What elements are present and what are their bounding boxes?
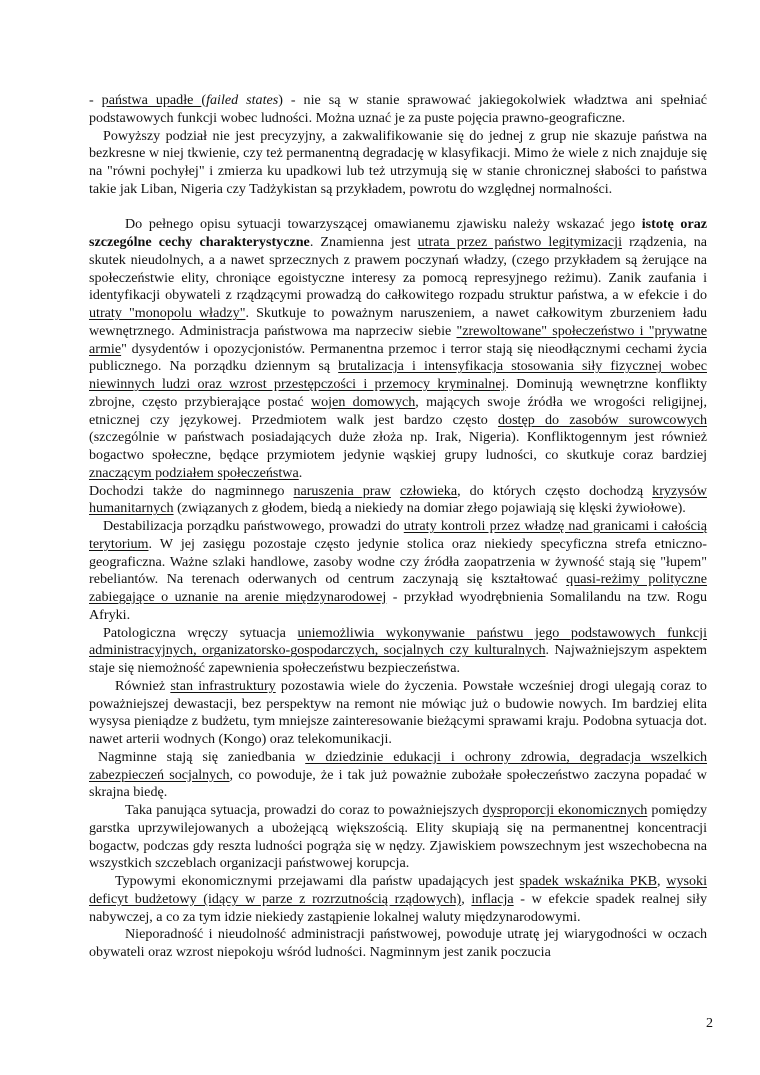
text-run: ) - nie są w stanie sprawować jakiegokolwiek władztwa ani spełniać podstawowych funkcji wobec ludności. Można uznać je za puste pojęcia prawno-geograficzne. [89, 92, 707, 126]
underlined-text: utraty "monopolu władzy" [89, 305, 246, 321]
text-run: Nieporadność i nieudolność administracji państwowej, powoduje utratę jej wiarygodności w oczach obywateli oraz wzrost niepokoju wśród ludności. Nagminnym jest zanik poczucia [89, 926, 707, 960]
underlined-text: "zrewoltowane" społeczeństwo i "prywatne armie [89, 322, 707, 357]
text-run: pozostawia wiele do życzenia. Powstałe wcześniej drogi ulegają coraz to poważniejszej dewastacji, bez perspektyw na remont nie mówiąc już o budowie nowych. Im bardziej elita wysysa pieniądze z budżetu, tym mniejsze zainteresowanie bieżącymi sprawami kraju. Podobna sytuacja dot. nawet arterii wodnych (Kongo) oraz telekomunikacji. [89, 677, 707, 747]
underlined-text: dysproporcji ekonomicznych [482, 802, 648, 818]
underlined-text: kryzysów humanitarnych [89, 482, 707, 517]
underlined-text: znaczącym podziałem społeczeństwa [89, 464, 299, 481]
underlined-text: dostęp do zasobów surowcowych [497, 411, 707, 428]
underlined-text: wojen domowych [310, 393, 416, 410]
text-run: Dochodzi także do nagminnego [89, 482, 294, 499]
text-run: Taka panująca sytuacja, prowadzi do coraz to poważniejszych [125, 802, 483, 818]
text-run: - przykład wyodrębnienia Somalilandu na tzw. Rogu Afryki. [89, 589, 707, 623]
underlined-text: człowieka [399, 482, 458, 499]
underlined-text: spadek wskaźnika PKB [519, 873, 658, 889]
text-run: Destabilizacja porządku państwowego, prowadzi do [103, 518, 404, 534]
text-run: rządzenia, na skutek nieudolnych, a a nawet sprzecznych z prawem poczynań władzy, (czego przykładem są żerujące na społeczeństwie elity, chroniące egoistyczne interesy za pomocą represyjnego reżimu). Zanik zaufania i identyfikacji obywateli z rządzącymi prowadzą do całkowitego rozpadu struktur państwa, a w efekcie i do [89, 234, 708, 304]
text-run: , do których często dochodzą [457, 482, 653, 499]
paragraph [89, 802, 707, 873]
underlined-text: uniemożliwia wykonywanie państwu jego podstawowych funkcji administracyjnych, organizatorsko-gospodarczych, socjalnych czy kulturalnych [89, 624, 707, 659]
text-run: , mających swoje źródła we wrogości religijnej, etnicznej czy językowej. Przedmiotem walk jest bardzo często [89, 393, 707, 428]
bold-text: istotę oraz szczególne cechy charakterystyczne [89, 216, 708, 250]
text-run: , [657, 873, 667, 889]
text-run: (związanych z głodem, biedą a niekiedy na domiar złego pojawiają się klęski żywiołowe). [173, 500, 686, 517]
paragraph [89, 625, 707, 678]
paragraph [89, 92, 707, 128]
paragraph [89, 483, 707, 519]
underlined-text: brutalizacja i intensyfikacja stosowania siły fizycznej wobec niewinnych ludzi oraz wzrost przestępczości i przemocy kryminalnej [89, 358, 707, 392]
text-run: Nagminne stają się zaniedbania [98, 748, 306, 765]
text-run: . Znamienna jest [309, 234, 418, 250]
document-body [89, 92, 707, 962]
italic-text: failed states [206, 92, 279, 108]
paragraph [89, 518, 707, 625]
text-run: Patologiczna wręczy sytuacja [103, 624, 298, 641]
paragraph [89, 926, 707, 962]
page-number: 2 [705, 1015, 713, 1031]
paragraph [89, 678, 707, 749]
paragraph-spacer [89, 199, 707, 217]
text-run: ( [201, 92, 207, 108]
paragraph [89, 873, 707, 926]
text-run: . W jej zasięgu pozostaje często jedynie stolica oraz niekiedy specyficzna strefa etniczno-geograficzna. Ważne szlaki handlowe, zasoby wodne czy źródła zaopatrzenia w żywność stają się "łupem" rebeliantów. Na terenach oderwanych od centrum zaczynają się kształtować [89, 535, 707, 588]
text-run: pomiędzy garstka uprzywilejowanych a ubożejącą większością. Elity skupiają się na permanentnej koncentracji bogactw, podczas gdy reszta ludności pogrąża się w nędzy. Zjawiskiem powszechnym jest wszechobecna na wszystkich szczeblach organizacji państwowej korupcja. [89, 802, 708, 872]
text-run: Również [115, 677, 171, 694]
text-run: Do pełnego opisu sytuacji towarzyszącej omawianemu zjawisku należy wskazać jego [125, 216, 642, 233]
paragraph [89, 216, 707, 482]
text-run: , co powoduje, że i tak już poważnie zubożałe społeczeństwo zaczyna popadać w skrajna biedę. [89, 766, 707, 801]
paragraph [89, 128, 707, 199]
text-run: . Dominują wewnętrzne konflikty zbrojne, często przybierające postać [89, 376, 707, 410]
text-run: Powyższy podział nie jest precyzyjny, a zakwalifikowanie się do jednej z grup nie skazuje państwa na bezkresne w niej tkwienie, czy też permanentną degradację w klasyfikacji. Mimo że wiele z nich znajduje się na "równi pochyłej" i zmierza ku upadkowi lub też utrzymują się w stanie chronicznej słabości to państwa takie jak Liban, Nigeria czy Tadżykistan są przykładem, powrotu do względnej normalności. [89, 127, 707, 197]
underlined-text: wysoki deficyt budżetowy (idący w parze z rozrzutnością rządowych) [89, 873, 708, 907]
underlined-text: państwa upadłe [101, 92, 202, 108]
text-run: (szczególnie w państwach posiadających duże złoża np. Irak, Nigeria). Konfliktogennym jest również bogactwo społeczne, będące przymiotem jedynie wąskiej grupy ludności, co skutkuje coraz bardziej [89, 429, 707, 463]
text-run: Typowymi ekonomicznymi przejawami dla państw upadających jest [115, 873, 520, 889]
paragraph [89, 749, 707, 802]
text-run: " dysydentów i opozycjonistów. Permanentna przemoc i terror stają się nieodłącznymi cechami życia publicznego. Na porządku dziennym są [89, 340, 707, 375]
text-run: , [461, 890, 472, 907]
underlined-text: utraty kontroli przez władzę nad granicami i całością terytorium [89, 518, 708, 552]
text-run: . Najważniejszym aspektem staje się niemożność zapewnienia społeczeństwu bezpieczeństwa. [89, 642, 707, 676]
text-run [391, 483, 400, 499]
underlined-text: stan infrastruktury [170, 677, 276, 694]
underlined-text: naruszenia praw [293, 482, 391, 499]
text-run: - [89, 92, 102, 108]
text-run: - w efekcie spadek realnej siły nabywczej, a co za tym idzie niekiedy zastąpienie lokalnej waluty międzynarodowymi. [89, 890, 707, 925]
text-run: . [298, 464, 303, 481]
underlined-text: utrata przez państwo legitymizacji [417, 234, 623, 250]
underlined-text: inflacja [471, 890, 514, 907]
underlined-text: quasi-reżimy polityczne zabiegające o uznanie na arenie międzynarodowej [89, 571, 708, 605]
text-run: . Skutkuje to poważnym naruszeniem, a nawet całkowitym zburzeniem ładu wewnętrznego. Administracja państwowa ma naprzeciw siebie [89, 305, 707, 339]
underlined-text: w dziedzinie edukacji i ochrony zdrowia, degradacja wszelkich zabezpieczeń socjalnych [89, 748, 707, 783]
